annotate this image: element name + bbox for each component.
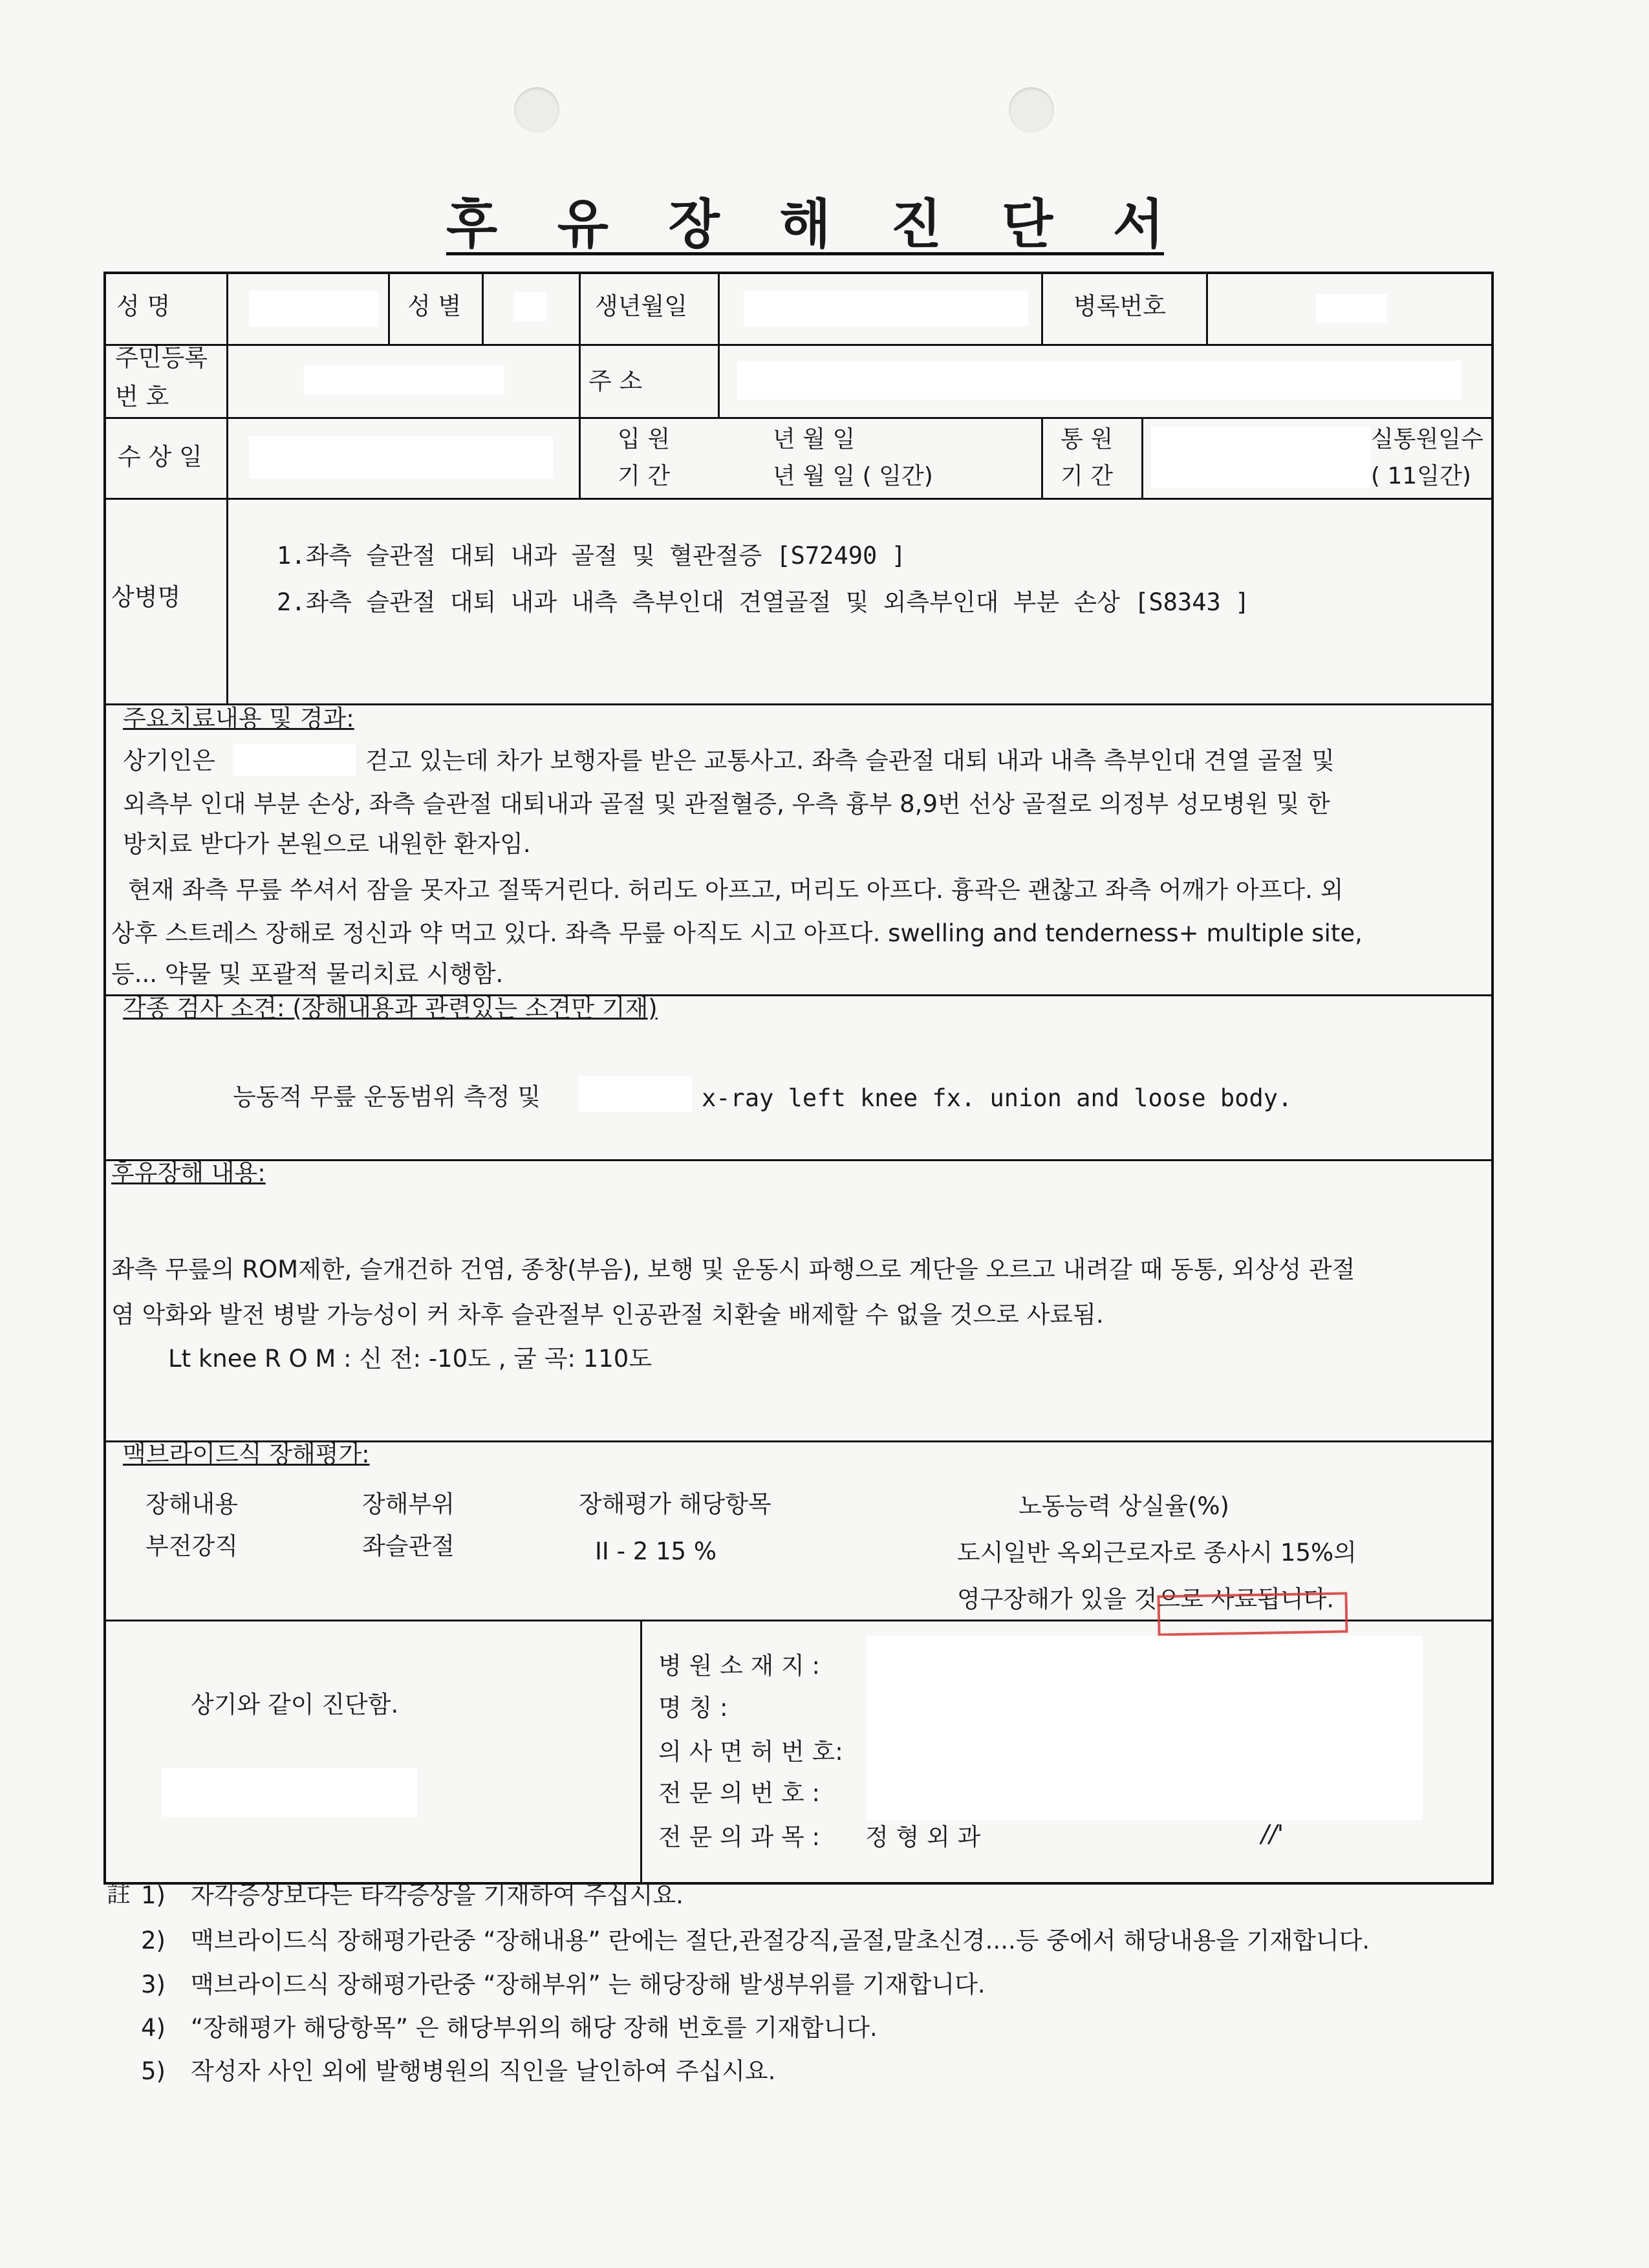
note-text: 자각증상보다는 타각증상을 기재하여 주십시요. [191,1881,684,1909]
redacted-exam [579,1076,692,1112]
rule [103,344,1494,346]
treatment-line: 외측부 인대 부분 손상, 좌측 슬관절 대퇴내과 골절 및 관절혈증, 우측 흉부 8,9번 선상 골절로 의정부 성모병원 및 한 [123,790,1330,818]
doctor-signature: //' [1261,1820,1284,1848]
hospital-stamp [1157,1592,1348,1636]
birth-label: 생년월일 [595,292,687,320]
rrn-label-1: 주민등록 [115,344,208,372]
rrn-label-2: 번 호 [115,383,169,411]
sequelae-heading: 후유장해 내용: [111,1159,266,1187]
department-value: 정 형 외 과 [865,1823,981,1851]
redacted-birth [744,291,1028,326]
treatment-line: 상후 스트레스 장해로 정신과 약 먹고 있다. 좌측 무릎 아직도 시고 아프다. swelling and tenderness+ multiple site, [111,919,1363,947]
redacted-chart-no [1316,294,1387,323]
treatment-line: 상기인은 [123,747,215,775]
rule [1041,272,1043,344]
mcbride-col-header: 장해내용 [146,1490,238,1518]
chart-no-label: 병록번호 [1073,292,1166,320]
hospital-name-label: 명 칭 : [658,1694,728,1722]
note-text: 작성자 사인 외에 발행병원의 직인을 날인하여 주십시요. [191,2057,776,2085]
redacted-date [162,1768,417,1817]
mcbride-value: 영구장해가 있을 것으로 사료됩니다. [957,1585,1335,1613]
rule [103,498,1494,500]
mcbride-value: II - 2 15 % [595,1537,717,1565]
rule [1206,272,1208,344]
note-text: 맥브라이드식 장해평가란중 “장해부위” 는 해당장해 발생부위를 기재합니다. [191,1971,986,1998]
note-text: 맥브라이드식 장해평가란중 “장해내용” 란에는 절단,관절강직,골절,말초신경....등 중에서 해당내용을 기재합니다. [191,1927,1370,1954]
rule [579,272,581,498]
mcbride-value: 부전강직 [146,1532,238,1560]
title-char: 단 [1001,193,1053,255]
note-number: 3) [141,1971,166,1998]
redacted-sex [514,292,546,321]
sex-label: 성 별 [407,292,462,320]
admission-value-1: 년 월 일 [773,426,856,453]
rule [718,272,720,417]
redacted-name [249,291,378,326]
title-char: 진 [890,193,942,255]
treatment-heading: 주요치료내용 및 경과: [123,705,354,733]
license-label: 의 사 면 허 번 호: [658,1738,843,1766]
title-char: 후 [446,193,498,255]
actual-days-value: ( 11일간) [1371,463,1471,489]
rule [1041,417,1043,498]
rule [388,272,390,344]
rule [226,272,228,498]
admission-label-1: 입 원 [618,426,670,453]
name-label: 성 명 [116,292,171,320]
mcbride-col-header: 장해부위 [362,1490,455,1518]
title-char: 서 [1112,193,1164,255]
treatment-line: 현재 좌측 무릎 쑤셔서 잠을 못자고 절뚝거린다. 허리도 아프고, 머리도 아프다. 흉곽은 괜찮고 좌측 어깨가 아프다. 외 [128,876,1344,904]
admission-label-2: 기 간 [618,463,670,489]
sequelae-line: 좌측 무릎의 ROM제한, 슬개건하 건염, 종창(부음), 보행 및 운동시 파행으로 계단을 오르고 내려갈 때 동통, 외상성 관절 [111,1256,1355,1283]
rule [640,1620,642,1885]
redacted-patient [233,744,356,776]
redacted-injury-date [249,436,553,478]
title-char: 장 [668,193,720,255]
note-number: 2) [141,1927,166,1954]
outpatient-label-1: 통 원 [1061,426,1113,453]
injury-date-label: 수 상 일 [118,443,202,471]
diagnosis-label: 상병명 [111,583,181,611]
rule [1141,417,1143,498]
treatment-line: 걷고 있는데 차가 보행자를 받은 교통사고. 좌측 슬관절 대퇴 내과 내측 측부인대 견열 골절 및 [365,747,1335,775]
rule [482,272,484,344]
note-number: 5) [141,2057,166,2085]
diagnosis-item: 1.좌측 슬관절 대퇴 내과 골절 및 혈관절증 [S72490 ] [277,542,906,570]
department-label: 전 문 의 과 목 : [658,1823,820,1851]
outpatient-label-2: 기 간 [1061,463,1113,489]
treatment-line: 등... 약물 및 포괄적 물리치료 시행함. [111,960,504,988]
notes-prefix: 註 [107,1880,131,1908]
hospital-address-label: 병 원 소 재 지 : [658,1652,820,1680]
mcbride-heading: 맥브라이드식 장해평가: [123,1440,370,1468]
diagnosis-item: 2.좌측 슬관절 대퇴 내과 내측 측부인대 견열골절 및 외측부인대 부분 손상 [S8343 ] [277,588,1250,616]
exams-text: 능동적 무릎 운동범위 측정 및 [233,1083,541,1111]
exams-text: x-ray left knee fx. union and loose body. [702,1084,1293,1112]
rule [103,1159,1494,1161]
note-number: 4) [141,2014,166,2042]
mcbride-col-header: 노동능력 상실율(%) [1018,1492,1229,1520]
redacted-rrn [304,365,504,394]
address-label: 주 소 [588,367,643,395]
punch-hole-right [1009,87,1054,133]
note-text: “장해평가 해당항목” 은 해당부위의 해당 장해 번호를 기재합니다. [191,2014,878,2042]
rule [226,498,228,703]
page-title [446,187,1164,255]
title-char: 유 [557,193,609,255]
exams-heading: 각종 검사 소견: (장해내용과 관련있는 소견만 기재) [123,994,658,1022]
sequelae-line: 염 악화와 발전 병발 가능성이 커 차후 슬관절부 인공관절 치환술 배제할 수 없을 것으로 사료됨. [111,1301,1104,1329]
mcbride-value: 좌슬관절 [362,1532,455,1560]
specialist-label: 전 문 의 번 호 : [658,1779,820,1807]
actual-days-label: 실통원일수 [1371,426,1483,453]
admission-value-2: 년 월 일 ( 일간) [773,463,933,489]
redacted-outpatient [1151,427,1371,488]
mcbride-value: 도시일반 옥외근로자로 종사시 15%의 [957,1539,1357,1567]
treatment-line: 방치료 받다가 본원으로 내원한 환자임. [123,830,531,858]
diagnosis-statement: 상기와 같이 진단함. [191,1691,399,1718]
punch-hole-left [514,87,559,133]
sequelae-line: Lt knee R O M : 신 전: -10도 , 굴 곡: 110도 [168,1345,652,1373]
redacted-address [737,361,1461,400]
title-char: 해 [779,193,831,255]
rule [103,417,1494,419]
note-number: 1) [141,1881,166,1909]
redacted-hospital-info [867,1636,1423,1820]
mcbride-col-header: 장해평가 해당항목 [579,1490,771,1518]
